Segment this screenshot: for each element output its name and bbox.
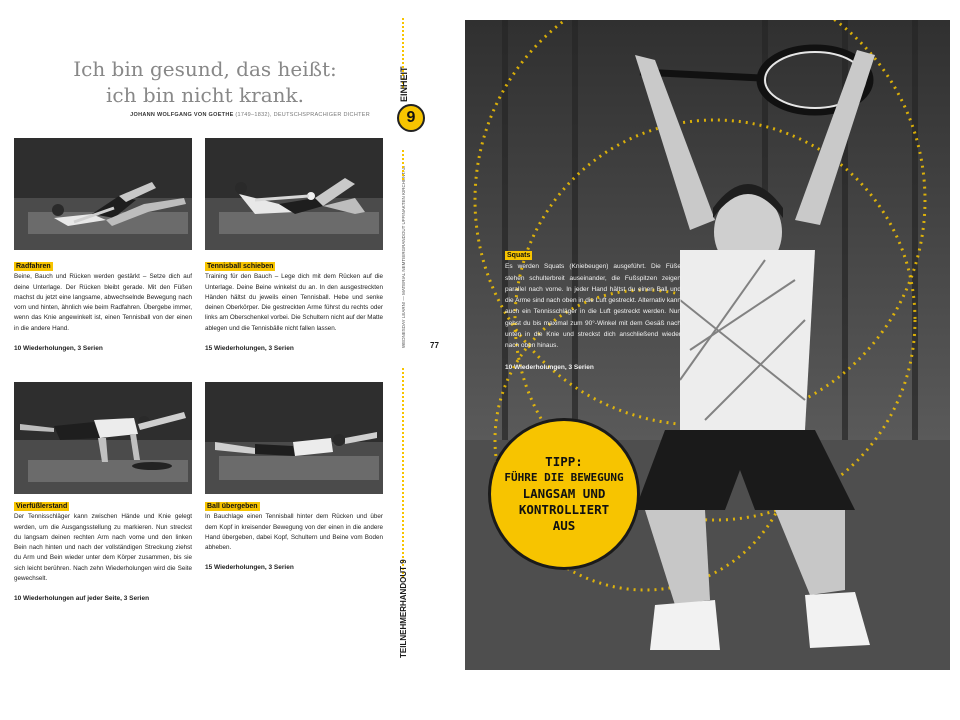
exercise-reps: 10 Wiederholungen auf jeder Seite, 3 Serien [14, 595, 150, 603]
photo-tennisball-schieben [205, 138, 383, 250]
photo-radfahren [14, 138, 192, 250]
exercise-description: In Bauchlage einen Tennisball hinter dem Rücken und über dem Kopf in kreisender Bewegung von der einen in die andere Hand übergeben, dabei Kopf, Schultern und Beine vom Boden abheben. [205, 513, 383, 552]
tip-line-5: AUS [552, 518, 576, 533]
page-number: 77 [430, 341, 439, 350]
exercise-description: Der Tennisschläger kann zwischen Hände und Knie gelegt werden, um die Ausgangsstellung zu markieren. Nun streckst du langsam deinen rechten Arm nach vorne und den linken Bein nach hinten und nach der vollständigen Streckung ziehst du Arm und Bein wieder unter dem Körper zusammen, bis sie sich leicht berühren. Nach zehn Wiederholungen wird die Seite gewechselt. [14, 513, 192, 583]
exercise-vierfuesslerstand [14, 502, 192, 605]
exercise-ball-uebergeben [205, 502, 383, 574]
spine-dotted-line-3 [402, 368, 410, 578]
spine-dotted-line-2 [402, 150, 410, 180]
exercise-description: Beine, Bauch und Rücken werden gestärkt – Setze dich auf deine Unterlage. Der Rücken bleibt gerade. Mit den Füßen machst du jetzt eine langsame, abwechselnde Bewegung nach vorn und hinten, ähnlich wie beim Radfahren. Übergebe immer, wenn das Knie angewinkelt ist, einen Tennisball von der einen in die andere Hand. [14, 273, 192, 332]
exercise-reps: 10 Wiederholungen, 3 Serien [505, 363, 594, 371]
tip-line-3: LANGSAM UND [522, 486, 606, 501]
einheit-number-badge: 9 [397, 104, 425, 132]
quote-line-2: ich bin nicht krank. [106, 83, 304, 107]
quote-author [40, 112, 370, 118]
spine-small-text: WEDNESDAY LEARN! — MATERIAL NEMTIERGRANDOUT UFFINAKTEN KIRCHENTAG [401, 165, 406, 348]
photo-vierfuesslerstand [14, 382, 192, 494]
exercise-title: Ball übergeben [207, 503, 258, 510]
tip-badge [488, 418, 640, 570]
einheit-label: EINHEIT [399, 66, 409, 102]
quote-line-1: Ich bin gesund, das heißt: [73, 57, 337, 81]
exercise-title: Squats [507, 252, 531, 259]
exercise-reps: 15 Wiederholungen, 3 Serien [205, 564, 294, 572]
exercise-tennisball-schieben [205, 262, 383, 354]
exercise-reps: 15 Wiederholungen, 3 Serien [205, 345, 294, 353]
tip-line-2: FÜHRE DIE BEWEGUNG [504, 471, 624, 484]
exercise-reps: 10 Wiederholungen, 3 Serien [14, 345, 103, 353]
exercise-description: Training für den Bauch – Lege dich mit dem Rücken auf die Unterlage. Deine Beine winkelst du an. In den ausgestreckten Händen hältst du jeweils einen Tennisball. Hebe und senke deinen Oberkörper. Die gestreckten Arme führst du rechts oder links am Oberschenkel vorbei. Die Schultern nicht auf der Matte ablegen und die Tennisbälle nicht fallen lassen. [205, 273, 383, 332]
exercise-title: Tennisball schieben [207, 263, 274, 270]
exercise-radfahren [14, 262, 192, 354]
exercise-squats [505, 250, 681, 373]
photo-ball-uebergeben [205, 382, 383, 494]
exercise-title: Vierfüßlerstand [16, 503, 68, 510]
author-years: (1749–1832), DEUTSCHSPRACHIGER DICHTER [233, 112, 370, 118]
quote [40, 56, 370, 108]
tip-line-4: KONTROLLIERT [518, 502, 610, 517]
exercise-description: Es werden Squats (Kniebeugen) ausgeführt. Die Füße stehen schulterbreit auseinander, die Fußspitzen zeigen parallel nach vorne. In jeder Hand hältst du einen Ball und die Arme sind nach oben in die Luft gestreckt. Alternativ kann auch ein Tennisschläger in die Luft gestreckt werden. Nun gehst du bis maximal zum 90°-Winkel mit dem Gesäß nach unten in die Knie und streckst dich anschließend wieder nach oben hinaus. [505, 263, 681, 350]
spine [395, 18, 431, 658]
tip-line-1: TIPP: [545, 454, 583, 469]
handout-label: TEILNEHMERHANDOUT 9 [399, 559, 408, 658]
exercise-title: Radfahren [16, 263, 51, 270]
author-name: JOHANN WOLFGANG VON GOETHE [130, 112, 234, 118]
